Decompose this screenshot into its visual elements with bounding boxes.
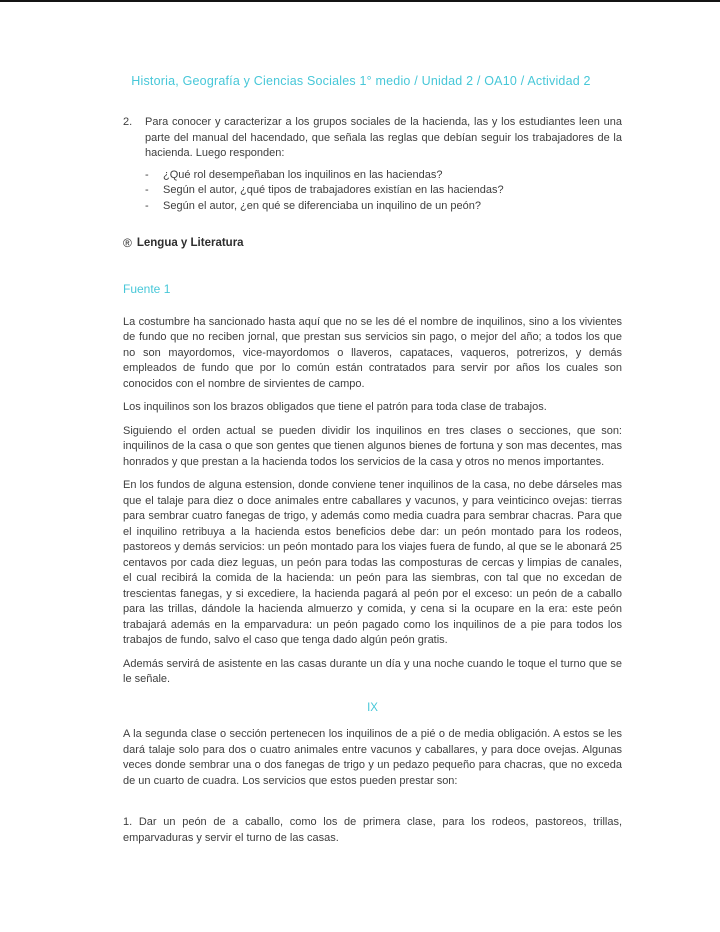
source-block [123, 282, 622, 847]
activity-number: 2. [123, 116, 133, 128]
subject-link-label: Lengua y Literatura [136, 237, 244, 249]
interdisciplinary-icon: ® [123, 236, 132, 250]
source-paragraph: En los fundos de alguna estension, donde conviene tener inquilinos de la casa, no debe dárseles mas que el talaje para diez o doce animales entre caballares y vacunos, y para veinticinco ovejas: tierras para sembrar cuatro fanegas de trigo, y además como media cuadra para sembrar chacras. Para que el inquilino retribuya a la hacienda estos beneficios debe dar: un peón montado para los rodeos, pastoreos y demás servicios: un peón montado para los viajes fuera de fundo, al que se le abonará 25 centavos por cada diez leguas, un peón para todas las composturas de cercas y limpias de canales, el cual recibirá la comida de la hacienda: un peón para las siembras, con tal que no excedan de trescientas fanegas, y si excediere, la hacienda pagará al peón por el exceso: un peón de a caballo para las trillas, dándole la hacienda almuerzo y comida, y cena si la ocupare en la era: este peón trabajará además en la emparvadura: un peón pagado como los inquilinos de a pie para todos los trabajos de fundo, salvo el caso que tenga dado algún peón gratis. [123, 479, 622, 646]
source-paragraph: La costumbre ha sancionado hasta aquí que no se les dé el nombre de inquilinos, sino a los vivientes de fundo que no reciben jornal, que prestan sus servicios sin pago, o mejor del año; a todos los que no son mayordomos, vice-mayordomos o llaveros, capataces, vaqueros, potrerizos, y demás empleados de fundo que por lo común están contratados para servir por años los cuales son conocidos con el nombre de sirvientes de campo. [123, 315, 622, 390]
source-text [123, 315, 622, 847]
activity-block [123, 115, 622, 252]
question-item [145, 168, 622, 184]
question-text: Según el autor, ¿qué tipos de trabajadores existían en las haciendas? [163, 184, 504, 196]
top-border-line [0, 0, 720, 2]
question-item [145, 199, 622, 215]
activity-intro-text: Para conocer y caracterizar a los grupos sociales de la hacienda, las y los estudiantes leen una parte del manual del hacendado, que señala las reglas que debían seguir los trabajadores de la hacienda. Luego responden: [145, 116, 622, 159]
question-text: Según el autor, ¿en qué se diferenciaba un inquilino de un peón? [163, 199, 482, 212]
question-list [145, 168, 622, 215]
source-list-item: 1. Dar un peón de a caballo, como los de primera clase, para los rodeos, pastoreos, trillas, emparvaduras y servir el turno de las casas. [123, 816, 622, 844]
document-content [100, 74, 622, 854]
question-item [145, 183, 622, 199]
source-paragraph: A la segunda clase o sección pertenecen los inquilinos de a pié o de media obligación. A estos se les dará talaje solo para dos o cuatro animales entre vacunos y caballares, y para doce ovejas. Algunas veces donde sembrar una o dos fanegas de trigo y un pedazo pequeño para chacras, que no exceda de un cuarto de cuadra. Los servicios que estos pueden prestar son: [123, 728, 622, 787]
source-paragraph: Además servirá de asistente en las casas durante un día y una noche cuando le toque el turno que se le señale. [123, 657, 622, 685]
bullet-dash: - [145, 168, 149, 181]
section-label-ix: IX [367, 701, 378, 714]
source-paragraph: Siguiendo el orden actual se pueden dividir los inquilinos en tres clases o secciones, que son: inquilinos de la casa o que son gentes que tienen algunos bienes de fortuna y son mas decentes, mas honrados y que prestan a la hacienda todos los servicios de la casa y otros no menos importantes. [123, 424, 622, 468]
bullet-dash: - [145, 199, 149, 212]
bullet-dash: - [145, 184, 149, 196]
subject-link [123, 236, 622, 252]
source-paragraph: Los inquilinos son los brazos obligados que tiene el patrón para toda clase de trabajos. [123, 401, 547, 413]
source-title: Fuente 1 [123, 281, 171, 296]
question-text: ¿Qué rol desempeñaban los inquilinos en las haciendas? [163, 168, 443, 181]
page-title: Historia, Geografía y Ciencias Sociales 1° medio / Unidad 2 / OA10 / Actividad 2 [131, 74, 591, 88]
activity-item-2 [123, 115, 622, 162]
